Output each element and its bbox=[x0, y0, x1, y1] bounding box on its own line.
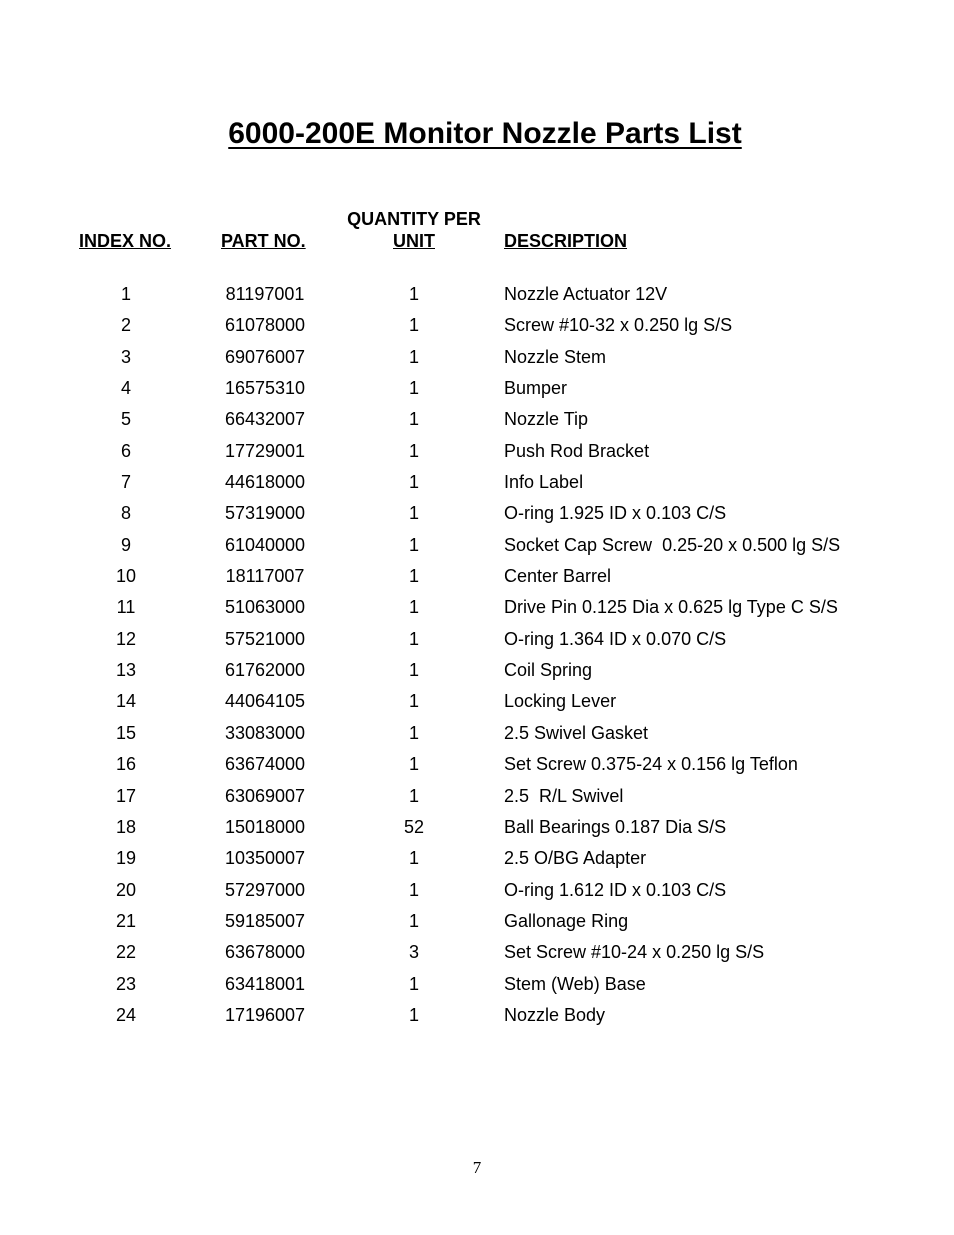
table-row bbox=[0, 690, 954, 721]
table-row bbox=[0, 1004, 954, 1035]
table-row bbox=[0, 722, 954, 753]
quantity-cell: 1 bbox=[408, 315, 419, 336]
index-cell: 23 bbox=[115, 973, 137, 994]
part-no-cell: 63674000 bbox=[224, 754, 306, 775]
part-no-cell: 63678000 bbox=[224, 942, 306, 963]
index-cell: 12 bbox=[115, 628, 137, 649]
header-quantity-line2: UNIT bbox=[393, 231, 435, 251]
table-row bbox=[0, 785, 954, 816]
header-index-no: INDEX NO. bbox=[79, 231, 172, 251]
table-row bbox=[0, 565, 954, 596]
page-number: 7 bbox=[472, 1158, 482, 1177]
table-row bbox=[0, 753, 954, 784]
index-cell: 14 bbox=[115, 691, 137, 712]
description-cell: Coil Spring bbox=[504, 660, 593, 681]
header-description: DESCRIPTION bbox=[504, 231, 628, 251]
index-cell: 18 bbox=[115, 816, 137, 837]
quantity-cell: 52 bbox=[403, 816, 425, 837]
table-row bbox=[0, 283, 954, 314]
index-cell: 24 bbox=[115, 1004, 137, 1025]
part-no-cell: 10350007 bbox=[224, 848, 306, 869]
part-no-cell: 16575310 bbox=[224, 378, 306, 399]
description-cell: Push Rod Bracket bbox=[504, 440, 650, 461]
part-no-cell: 61078000 bbox=[224, 315, 306, 336]
description-cell: Set Screw #10-24 x 0.250 lg S/S bbox=[504, 942, 765, 963]
index-cell: 13 bbox=[115, 660, 137, 681]
index-cell: 20 bbox=[115, 879, 137, 900]
part-no-cell: 81197001 bbox=[225, 284, 305, 304]
table-row bbox=[0, 973, 954, 1004]
part-no-cell: 69076007 bbox=[224, 346, 306, 367]
table-row bbox=[0, 628, 954, 659]
index-cell: 3 bbox=[120, 346, 131, 367]
description-cell: Center Barrel bbox=[504, 566, 612, 587]
table-row bbox=[0, 534, 954, 565]
table-row bbox=[0, 847, 954, 878]
index-cell: 21 bbox=[115, 910, 137, 931]
table-row bbox=[0, 596, 954, 627]
quantity-cell: 1 bbox=[408, 440, 419, 461]
part-no-cell: 17196007 bbox=[224, 1004, 306, 1025]
description-cell: Socket Cap Screw 0.25-20 x 0.500 lg S/S bbox=[504, 534, 841, 555]
index-cell: 15 bbox=[115, 722, 137, 743]
header-quantity-line1: QUANTITY PER bbox=[347, 209, 481, 229]
index-cell: 4 bbox=[120, 378, 131, 399]
index-cell: 10 bbox=[115, 566, 137, 587]
index-cell: 7 bbox=[120, 472, 131, 493]
quantity-cell: 1 bbox=[408, 910, 419, 931]
table-row bbox=[0, 377, 954, 408]
description-cell: O-ring 1.925 ID x 0.103 C/S bbox=[504, 503, 727, 524]
index-cell: 22 bbox=[115, 942, 137, 963]
description-cell: Nozzle Stem bbox=[504, 346, 607, 367]
index-cell: 16 bbox=[115, 754, 137, 775]
table-row bbox=[0, 879, 954, 910]
part-no-cell: 63418001 bbox=[224, 973, 306, 994]
index-cell: 6 bbox=[120, 440, 131, 461]
quantity-cell: 1 bbox=[408, 284, 419, 304]
quantity-cell: 1 bbox=[408, 722, 419, 743]
part-no-cell: 15018000 bbox=[224, 816, 306, 837]
table-row bbox=[0, 941, 954, 972]
quantity-cell: 1 bbox=[408, 534, 419, 555]
page-title: 6000-200E Monitor Nozzle Parts List bbox=[228, 117, 742, 150]
quantity-cell: 1 bbox=[408, 628, 419, 649]
part-no-cell: 18117007 bbox=[225, 566, 305, 587]
description-cell: Stem (Web) Base bbox=[504, 973, 646, 994]
table-row bbox=[0, 314, 954, 345]
quantity-cell: 1 bbox=[408, 691, 419, 712]
index-cell: 17 bbox=[115, 785, 137, 806]
description-cell: O-ring 1.612 ID x 0.103 C/S bbox=[504, 879, 727, 900]
part-no-cell: 57319000 bbox=[224, 503, 306, 524]
quantity-cell: 1 bbox=[408, 754, 419, 775]
part-no-cell: 63069007 bbox=[224, 785, 306, 806]
description-cell: Nozzle Body bbox=[504, 1004, 606, 1025]
table-row bbox=[0, 659, 954, 690]
description-cell: Nozzle Tip bbox=[504, 409, 589, 430]
quantity-cell: 3 bbox=[408, 942, 419, 963]
description-cell: Bumper bbox=[504, 378, 568, 399]
part-no-cell: 44064105 bbox=[224, 691, 306, 712]
table-row bbox=[0, 502, 954, 533]
part-no-cell: 17729001 bbox=[224, 440, 306, 461]
quantity-cell: 1 bbox=[408, 346, 419, 367]
description-cell: Screw #10-32 x 0.250 lg S/S bbox=[504, 315, 733, 336]
quantity-cell: 1 bbox=[408, 409, 419, 430]
part-no-cell: 51063000 bbox=[224, 597, 306, 618]
table-row bbox=[0, 346, 954, 377]
description-cell: O-ring 1.364 ID x 0.070 C/S bbox=[504, 628, 727, 649]
quantity-cell: 1 bbox=[408, 378, 419, 399]
part-no-cell: 57297000 bbox=[224, 879, 306, 900]
description-cell: Nozzle Actuator 12V bbox=[504, 284, 668, 304]
quantity-cell: 1 bbox=[408, 879, 419, 900]
quantity-cell: 1 bbox=[408, 785, 419, 806]
header-quantity-per-unit bbox=[330, 208, 498, 252]
quantity-cell: 1 bbox=[408, 472, 419, 493]
index-cell: 5 bbox=[120, 409, 131, 430]
description-cell: 2.5 O/BG Adapter bbox=[504, 848, 647, 869]
description-cell: Gallonage Ring bbox=[504, 910, 629, 931]
description-cell: 2.5 Swivel Gasket bbox=[504, 722, 649, 743]
description-cell: Ball Bearings 0.187 Dia S/S bbox=[504, 816, 727, 837]
part-no-cell: 33083000 bbox=[224, 722, 306, 743]
table-row bbox=[0, 910, 954, 941]
index-cell: 1 bbox=[120, 284, 131, 304]
index-cell: 2 bbox=[120, 315, 131, 336]
table-row bbox=[0, 440, 954, 471]
part-no-cell: 61762000 bbox=[224, 660, 306, 681]
quantity-cell: 1 bbox=[408, 566, 419, 587]
index-cell: 8 bbox=[120, 503, 131, 524]
quantity-cell: 1 bbox=[408, 1004, 419, 1025]
description-cell: Locking Lever bbox=[504, 691, 617, 712]
table-row bbox=[0, 408, 954, 439]
quantity-cell: 1 bbox=[408, 973, 419, 994]
description-cell: Drive Pin 0.125 Dia x 0.625 lg Type C S/S bbox=[504, 597, 838, 618]
parts-table-body bbox=[0, 283, 954, 1035]
part-no-cell: 61040000 bbox=[224, 534, 306, 555]
quantity-cell: 1 bbox=[408, 503, 419, 524]
part-no-cell: 66432007 bbox=[224, 409, 306, 430]
table-row bbox=[0, 471, 954, 502]
quantity-cell: 1 bbox=[408, 848, 419, 869]
index-cell: 19 bbox=[115, 848, 137, 869]
header-part-no: PART NO. bbox=[221, 231, 306, 251]
table-row bbox=[0, 816, 954, 847]
index-cell: 11 bbox=[116, 597, 136, 618]
index-cell: 9 bbox=[120, 534, 131, 555]
description-cell: 2.5 R/L Swivel bbox=[504, 785, 624, 806]
part-no-cell: 57521000 bbox=[224, 628, 306, 649]
description-cell: Set Screw 0.375-24 x 0.156 lg Teflon bbox=[504, 754, 798, 775]
description-cell: Info Label bbox=[504, 472, 584, 493]
quantity-cell: 1 bbox=[408, 597, 419, 618]
part-no-cell: 44618000 bbox=[224, 472, 306, 493]
part-no-cell: 59185007 bbox=[224, 910, 306, 931]
quantity-cell: 1 bbox=[408, 660, 419, 681]
